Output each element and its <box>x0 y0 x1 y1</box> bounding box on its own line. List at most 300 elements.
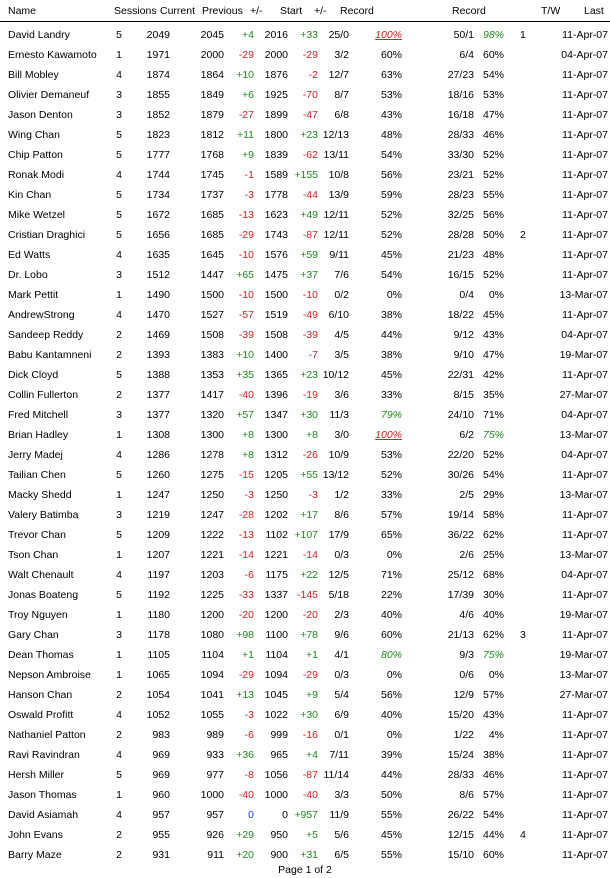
cell-record-games: 11/3 <box>329 409 349 421</box>
col-previous: Previous <box>202 5 243 17</box>
cell-previous: 911 <box>207 849 224 861</box>
cell-player-name: Ronak Modi <box>8 169 65 181</box>
cell-current: 960 <box>152 789 170 801</box>
cell-record-games: 11/9 <box>329 809 349 821</box>
cell-start: 1221 <box>264 549 288 561</box>
cell-record-pct: 52% <box>380 209 402 221</box>
cell-delta-start: -19 <box>302 389 318 401</box>
cell-delta-start: +55 <box>300 469 318 481</box>
cell-sessions: 5 <box>116 369 122 381</box>
cell-record-matches: 22/31 <box>447 369 474 381</box>
cell-delta-start: -87 <box>302 229 318 241</box>
cell-last-played: 11-Apr-07 <box>562 589 608 601</box>
cell-player-name: Bill Mobley <box>8 69 59 81</box>
cell-delta-start: +31 <box>300 849 318 861</box>
cell-record-games: 8/7 <box>334 89 349 101</box>
cell-delta-previous: +13 <box>236 689 254 701</box>
cell-delta-start: +23 <box>300 129 318 141</box>
cell-last-played: 11-Apr-07 <box>562 149 608 161</box>
cell-previous: 1447 <box>200 269 224 281</box>
cell-record-games: 5/4 <box>334 689 349 701</box>
cell-start: 1022 <box>264 709 288 721</box>
cell-record-pct: 38% <box>380 349 402 361</box>
cell-current: 1656 <box>146 229 170 241</box>
cell-sessions: 1 <box>116 429 122 441</box>
cell-record-pct: 48% <box>380 129 402 141</box>
cell-record-matches-pct: 55% <box>482 189 504 201</box>
cell-record-matches: 1/22 <box>453 729 474 741</box>
cell-record-matches-pct: 57% <box>482 789 504 801</box>
cell-current: 1744 <box>146 169 170 181</box>
cell-start: 1100 <box>265 629 288 641</box>
cell-delta-previous: -27 <box>238 109 254 121</box>
cell-player-name: Barry Maze <box>8 849 62 861</box>
cell-start: 1365 <box>264 369 288 381</box>
cell-record-matches-pct: 60% <box>482 849 504 861</box>
cell-last-played: 04-Apr-07 <box>561 409 608 421</box>
cell-record-matches-pct: 52% <box>482 449 504 461</box>
cell-record-games: 8/6 <box>334 509 349 521</box>
cell-last-played: 19-Mar-07 <box>559 649 608 661</box>
cell-record-games: 6/10 <box>328 309 349 321</box>
cell-start: 965 <box>270 749 288 761</box>
table-row <box>0 725 610 745</box>
cell-player-name: Dick Cloyd <box>8 369 59 381</box>
cell-record-matches-pct: 56% <box>482 209 504 221</box>
cell-current: 1178 <box>147 629 170 641</box>
cell-delta-previous: +8 <box>242 449 254 461</box>
cell-sessions: 2 <box>116 389 122 401</box>
cell-current: 1192 <box>147 589 170 601</box>
cell-record-pct: 38% <box>380 309 402 321</box>
table-row <box>0 125 610 145</box>
cell-delta-previous: -13 <box>238 209 254 221</box>
cell-previous: 1300 <box>200 429 224 441</box>
cell-sessions: 3 <box>116 509 122 521</box>
table-row <box>0 205 610 225</box>
cell-delta-previous: +4 <box>242 29 254 41</box>
cell-start: 1205 <box>264 469 288 481</box>
cell-record-matches-pct: 35% <box>482 389 504 401</box>
cell-record-matches: 28/28 <box>447 229 474 241</box>
cell-record-pct: 40% <box>380 609 402 621</box>
cell-record-games: 3/0 <box>334 429 349 441</box>
cell-delta-previous: -3 <box>244 709 254 721</box>
cell-record-matches-pct: 58% <box>482 509 504 521</box>
table-row <box>0 365 610 385</box>
cell-record-pct: 55% <box>380 849 402 861</box>
cell-delta-previous: -3 <box>244 189 254 201</box>
cell-record-pct: 45% <box>380 249 402 261</box>
cell-player-name: Cristian Draghici <box>8 229 86 241</box>
table-row <box>0 405 610 425</box>
cell-last-played: 11-Apr-07 <box>562 269 608 281</box>
cell-previous: 1645 <box>200 249 224 261</box>
cell-current: 1207 <box>146 549 170 561</box>
cell-sessions: 1 <box>116 49 122 61</box>
cell-previous: 1320 <box>200 409 224 421</box>
cell-start: 1400 <box>264 349 288 361</box>
cell-player-name: Jason Thomas <box>8 789 77 801</box>
table-row <box>0 525 610 545</box>
cell-previous: 1527 <box>200 309 224 321</box>
cell-delta-previous: 0 <box>248 809 254 821</box>
cell-delta-previous: +65 <box>236 269 254 281</box>
cell-record-matches: 6/4 <box>459 49 474 61</box>
cell-player-name: Mark Pettit <box>8 289 59 301</box>
cell-delta-start: -39 <box>302 329 318 341</box>
table-row <box>0 825 610 845</box>
cell-delta-start: +30 <box>300 409 318 421</box>
cell-current: 2049 <box>146 29 170 41</box>
cell-delta-start: +957 <box>294 809 318 821</box>
cell-record-games: 12/11 <box>323 229 349 241</box>
cell-record-matches-pct: 50% <box>482 229 504 241</box>
cell-record-matches: 9/3 <box>459 649 474 661</box>
cell-current: 1635 <box>146 249 170 261</box>
cell-record-matches: 23/21 <box>447 169 474 181</box>
cell-record-games: 12/11 <box>323 209 349 221</box>
cell-record-pct: 55% <box>380 809 402 821</box>
cell-record-matches: 27/23 <box>447 69 474 81</box>
cell-record-matches-pct: 68% <box>482 569 504 581</box>
cell-player-name: Walt Chenault <box>8 569 74 581</box>
cell-current: 1823 <box>146 129 170 141</box>
cell-current: 1470 <box>146 309 170 321</box>
cell-record-pct: 71% <box>380 569 402 581</box>
cell-player-name: Troy Nguyen <box>8 609 68 621</box>
cell-previous: 1812 <box>200 129 224 141</box>
cell-record-games: 13/9 <box>328 189 349 201</box>
cell-delta-previous: -20 <box>238 609 254 621</box>
cell-start: 1202 <box>264 509 288 521</box>
cell-start: 1045 <box>264 689 288 701</box>
cell-last-played: 11-Apr-07 <box>562 129 608 141</box>
cell-player-name: Ravi Ravindran <box>8 749 80 761</box>
cell-previous: 1864 <box>200 69 224 81</box>
cell-previous: 1225 <box>200 589 224 601</box>
cell-delta-start: -145 <box>296 589 318 601</box>
cell-current: 1469 <box>146 329 170 341</box>
header-rule <box>0 21 610 22</box>
cell-record-matches: 32/25 <box>447 209 474 221</box>
cell-current: 1105 <box>147 649 170 661</box>
cell-delta-start: -2 <box>308 69 318 81</box>
cell-sessions: 2 <box>116 349 122 361</box>
cell-player-name: Olivier Demaneuf <box>8 89 90 101</box>
cell-record-pct: 45% <box>380 369 402 381</box>
cell-previous: 957 <box>206 809 224 821</box>
cell-delta-start: +8 <box>306 429 318 441</box>
cell-record-matches-pct: 54% <box>482 469 504 481</box>
cell-record-pct: 56% <box>380 689 402 701</box>
cell-record-pct: 60% <box>380 629 402 641</box>
cell-sessions: 5 <box>116 529 122 541</box>
cell-delta-start: +37 <box>300 269 318 281</box>
cell-start: 1839 <box>264 149 288 161</box>
cell-record-games: 9/11 <box>329 249 349 261</box>
cell-delta-start: +107 <box>294 529 318 541</box>
cell-record-games: 3/3 <box>334 789 349 801</box>
cell-record-games: 13/11 <box>323 149 349 161</box>
cell-previous: 1849 <box>200 89 224 101</box>
cell-last-played: 04-Apr-07 <box>561 329 608 341</box>
table-row <box>0 85 610 105</box>
cell-delta-previous: -8 <box>244 769 254 781</box>
cell-delta-previous: -14 <box>238 549 254 561</box>
cell-record-matches-pct: 43% <box>482 709 504 721</box>
cell-delta-previous: +10 <box>236 69 254 81</box>
cell-start: 1250 <box>264 489 288 501</box>
cell-previous: 1508 <box>200 329 224 341</box>
cell-record-games: 0/3 <box>334 669 349 681</box>
cell-delta-previous: -40 <box>238 789 254 801</box>
cell-start: 1337 <box>264 589 288 601</box>
cell-start: 1623 <box>264 209 288 221</box>
table-row <box>0 545 610 565</box>
cell-sessions: 5 <box>116 29 122 41</box>
table-row <box>0 165 610 185</box>
cell-record-games: 13/12 <box>322 469 349 481</box>
cell-record-pct: 79% <box>380 409 402 421</box>
cell-delta-previous: +8 <box>242 429 254 441</box>
cell-start: 1094 <box>264 669 288 681</box>
cell-last-played: 13-Mar-07 <box>559 669 608 681</box>
cell-record-games: 4/5 <box>334 329 349 341</box>
cell-current: 1065 <box>146 669 170 681</box>
cell-record-pct: 33% <box>380 389 402 401</box>
cell-delta-previous: -6 <box>244 569 254 581</box>
cell-last-played: 11-Apr-07 <box>562 109 608 121</box>
cell-record-games: 0/3 <box>334 549 349 561</box>
cell-current: 969 <box>152 749 170 761</box>
cell-previous: 1685 <box>200 229 224 241</box>
cell-last-played: 04-Apr-07 <box>561 569 608 581</box>
cell-previous: 1247 <box>200 509 224 521</box>
cell-delta-start: -7 <box>308 349 318 361</box>
cell-tw: 1 <box>520 29 526 41</box>
cell-last-played: 11-Apr-07 <box>562 849 608 861</box>
cell-record-matches: 6/2 <box>459 429 474 441</box>
cell-record-pct: 53% <box>380 89 402 101</box>
table-row <box>0 285 610 305</box>
cell-last-played: 11-Apr-07 <box>562 729 608 741</box>
cell-record-matches-pct: 40% <box>482 609 504 621</box>
cell-record-matches-pct: 53% <box>482 89 504 101</box>
cell-player-name: Wing Chan <box>8 129 60 141</box>
cell-start: 1800 <box>264 129 288 141</box>
cell-delta-start: -3 <box>308 489 318 501</box>
cell-record-matches: 26/22 <box>447 809 474 821</box>
cell-delta-previous: +98 <box>236 629 254 641</box>
table-row <box>0 425 610 445</box>
cell-start: 1743 <box>264 229 288 241</box>
cell-record-matches-pct: 62% <box>482 629 504 641</box>
cell-start: 1778 <box>264 189 288 201</box>
cell-player-name: Hanson Chan <box>8 689 73 701</box>
cell-current: 1734 <box>146 189 170 201</box>
cell-current: 1219 <box>146 509 170 521</box>
cell-player-name: Oswald Profitt <box>8 709 74 721</box>
table-row <box>0 745 610 765</box>
table-row <box>0 185 610 205</box>
cell-player-name: Gary Chan <box>8 629 59 641</box>
cell-record-pct: 50% <box>380 789 402 801</box>
cell-last-played: 11-Apr-07 <box>562 169 608 181</box>
cell-previous: 1221 <box>200 549 224 561</box>
cell-current: 1209 <box>146 529 170 541</box>
col-last: Last <box>584 5 604 17</box>
cell-record-pct: 39% <box>380 749 402 761</box>
cell-last-played: 13-Mar-07 <box>559 289 608 301</box>
cell-player-name: Kin Chan <box>8 189 52 201</box>
cell-record-pct: 0% <box>386 289 402 301</box>
cell-delta-previous: +9 <box>242 149 254 161</box>
cell-record-pct: 22% <box>380 589 402 601</box>
cell-record-games: 12/13 <box>322 129 349 141</box>
cell-previous: 989 <box>206 729 224 741</box>
cell-record-pct: 43% <box>380 109 402 121</box>
cell-record-pct: 44% <box>380 329 402 341</box>
cell-start: 0 <box>282 809 288 821</box>
cell-record-games: 11/14 <box>323 769 349 781</box>
cell-start: 1347 <box>264 409 288 421</box>
cell-delta-start: +78 <box>300 629 318 641</box>
cell-record-matches-pct: 25% <box>482 549 504 561</box>
cell-last-played: 27-Mar-07 <box>559 689 608 701</box>
cell-last-played: 11-Apr-07 <box>562 529 608 541</box>
cell-delta-previous: +35 <box>236 369 254 381</box>
cell-last-played: 11-Apr-07 <box>562 189 608 201</box>
cell-delta-start: -87 <box>302 769 318 781</box>
cell-last-played: 11-Apr-07 <box>562 749 608 761</box>
cell-start: 1475 <box>264 269 288 281</box>
table-row <box>0 345 610 365</box>
table-row <box>0 665 610 685</box>
cell-tw: 3 <box>520 629 526 641</box>
cell-record-games: 6/8 <box>334 109 349 121</box>
cell-delta-previous: -39 <box>238 329 254 341</box>
cell-start: 1500 <box>264 289 288 301</box>
cell-sessions: 2 <box>116 829 122 841</box>
cell-sessions: 1 <box>116 289 122 301</box>
col-record-2: Record <box>452 5 486 17</box>
cell-record-matches-pct: 44% <box>482 829 504 841</box>
cell-sessions: 4 <box>116 309 122 321</box>
cell-record-matches: 24/10 <box>447 409 474 421</box>
cell-record-games: 17/9 <box>328 529 349 541</box>
cell-delta-previous: +20 <box>236 849 254 861</box>
cell-current: 1874 <box>146 69 170 81</box>
cell-delta-start: -14 <box>302 549 318 561</box>
cell-delta-start: +4 <box>306 749 318 761</box>
cell-player-name: Jason Denton <box>8 109 73 121</box>
cell-record-matches: 50/1 <box>453 29 474 41</box>
cell-player-name: Babu Kantamneni <box>8 349 92 361</box>
cell-player-name: Macky Shedd <box>8 489 72 501</box>
cell-start: 2000 <box>264 49 288 61</box>
cell-record-pct: 0% <box>386 669 402 681</box>
cell-sessions: 4 <box>116 569 122 581</box>
cell-sessions: 5 <box>116 769 122 781</box>
cell-record-matches-pct: 47% <box>482 109 504 121</box>
cell-delta-start: -29 <box>302 49 318 61</box>
cell-record-matches: 15/10 <box>447 849 474 861</box>
cell-record-matches: 28/33 <box>447 769 474 781</box>
cell-start: 950 <box>270 829 288 841</box>
cell-record-matches: 19/14 <box>447 509 474 521</box>
cell-sessions: 1 <box>116 669 122 681</box>
cell-current: 1286 <box>146 449 170 461</box>
cell-delta-start: +30 <box>300 709 318 721</box>
table-row <box>0 565 610 585</box>
cell-current: 1260 <box>146 469 170 481</box>
cell-delta-start: -47 <box>302 109 318 121</box>
cell-record-pct: 63% <box>380 69 402 81</box>
cell-record-matches-pct: 0% <box>488 669 504 681</box>
cell-previous: 1685 <box>200 209 224 221</box>
cell-current: 1852 <box>146 109 170 121</box>
cell-delta-previous: +11 <box>236 129 254 141</box>
cell-current: 1377 <box>146 409 170 421</box>
cell-delta-previous: -15 <box>238 469 254 481</box>
cell-delta-start: +23 <box>300 369 318 381</box>
cell-record-matches-pct: 75% <box>482 429 504 441</box>
cell-record-matches: 22/20 <box>447 449 474 461</box>
cell-record-matches: 33/30 <box>447 149 474 161</box>
cell-previous: 1417 <box>200 389 224 401</box>
cell-delta-start: +22 <box>300 569 318 581</box>
cell-start: 999 <box>270 729 288 741</box>
cell-start: 1396 <box>264 389 288 401</box>
cell-sessions: 3 <box>116 269 122 281</box>
cell-tw: 2 <box>520 229 526 241</box>
cell-record-matches: 36/22 <box>447 529 474 541</box>
cell-current: 1512 <box>146 269 170 281</box>
table-row <box>0 505 610 525</box>
cell-delta-previous: +1 <box>242 649 254 661</box>
table-row <box>0 325 610 345</box>
cell-delta-start: +17 <box>300 509 318 521</box>
cell-player-name: Nathaniel Patton <box>8 729 86 741</box>
cell-record-matches: 2/5 <box>459 489 474 501</box>
cell-start: 1104 <box>265 649 288 661</box>
cell-delta-previous: +29 <box>236 829 254 841</box>
cell-sessions: 5 <box>116 229 122 241</box>
cell-delta-previous: -6 <box>244 729 254 741</box>
cell-last-played: 04-Apr-07 <box>561 449 608 461</box>
cell-record-pct: 33% <box>380 489 402 501</box>
cell-last-played: 11-Apr-07 <box>562 369 608 381</box>
cell-record-matches-pct: 0% <box>488 289 504 301</box>
cell-previous: 1737 <box>200 189 224 201</box>
cell-current: 1971 <box>146 49 170 61</box>
cell-start: 1899 <box>264 109 288 121</box>
cell-record-matches: 21/13 <box>447 629 474 641</box>
cell-record-pct: 100% <box>375 429 402 441</box>
cell-record-games: 2/3 <box>334 609 349 621</box>
cell-previous: 1080 <box>200 629 224 641</box>
cell-start: 1589 <box>264 169 288 181</box>
cell-player-name: David Asiamah <box>8 809 79 821</box>
cell-sessions: 5 <box>116 469 122 481</box>
cell-sessions: 5 <box>116 129 122 141</box>
cell-record-pct: 54% <box>380 269 402 281</box>
table-header <box>0 0 610 22</box>
table-row <box>0 605 610 625</box>
cell-sessions: 1 <box>116 489 122 501</box>
cell-delta-previous: -29 <box>238 49 254 61</box>
